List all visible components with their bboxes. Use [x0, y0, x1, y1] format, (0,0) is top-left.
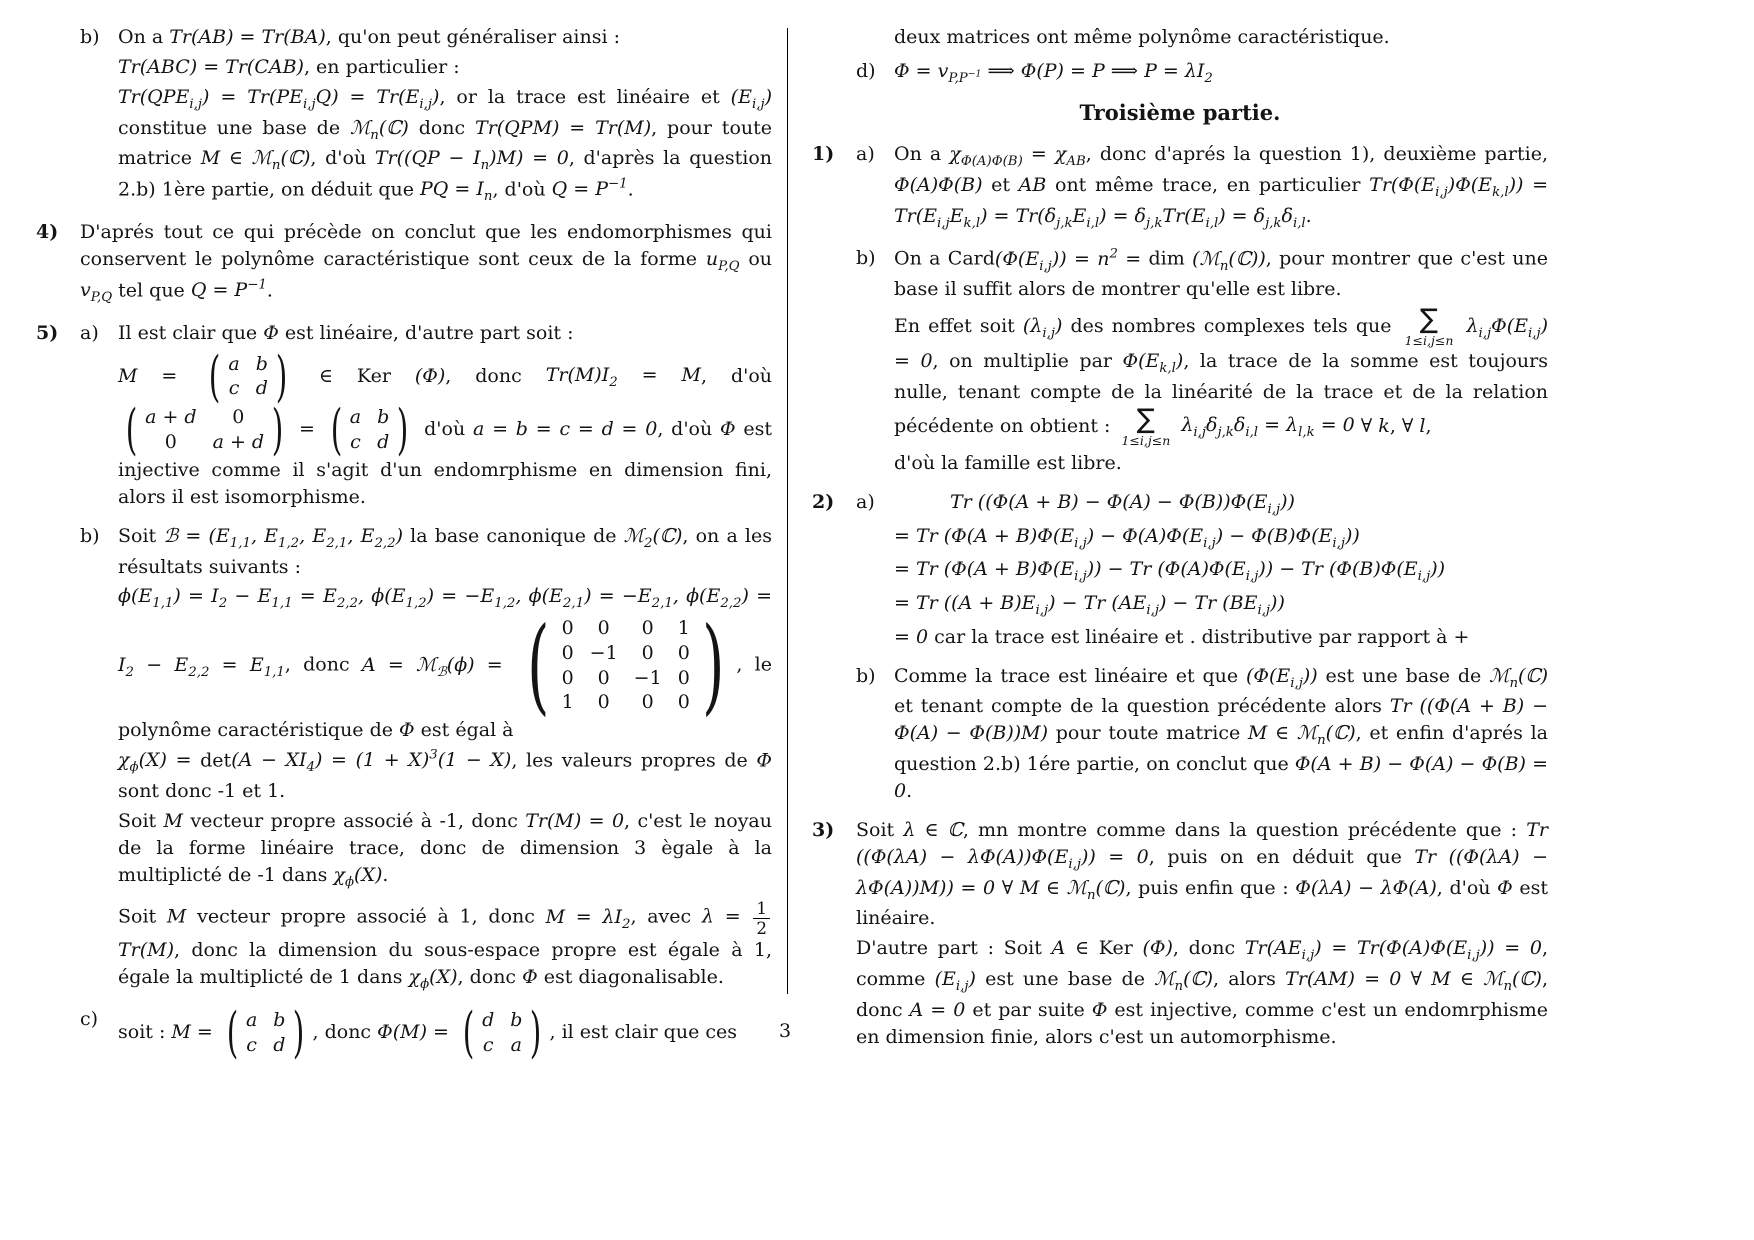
matrix-cell: d [377, 431, 390, 454]
item-body [118, 24, 772, 210]
item-label: a) [856, 143, 875, 166]
item-label: 4) [36, 220, 59, 243]
matrix-paren-left: ( [462, 1001, 475, 1065]
matrix-paren-left: ( [209, 344, 221, 408]
paragraph: deux matrices ont même polynôme caractéristique. [894, 26, 1390, 48]
matrix-cell: 0 [641, 641, 654, 664]
matrix-cell: d [482, 1009, 495, 1032]
matrix-cell: 0 [561, 617, 574, 640]
matrix-paren-right: ) [701, 603, 725, 726]
paragraph: soit : M = ( a b c d ) , donc Φ(M) = ( d b c a ) , il est clair que ces [118, 1001, 738, 1065]
continuation-paragraph [812, 24, 1548, 54]
paragraph: d'où la famille est libre. [894, 452, 1122, 475]
matrix-cell: 0 [677, 666, 690, 689]
paragraph: D'autre part : Soit A ∈ Ker (Φ), donc $Tr(AE_{i,j}) = Tr(\Phi(A)\Phi(E_{i,j})) = 0$, comme $(E_{i,j})$ est une base de ℳ$_n$(ℂ), alors Tr(AM) = 0 ∀ M ∈ ℳ$_n$(ℂ), donc A = 0 et par suite Φ est injective, comme c'est un endomrphisme en dimension finie, alors c'est un automorphisme. [856, 937, 1549, 1048]
matrix [121, 398, 288, 462]
matrix-cell: 0 [597, 666, 610, 689]
matrix-cell: d [255, 377, 268, 400]
item-label: a) [856, 491, 875, 514]
paragraph: Soit ℬ = ($E_{1,1}$, $E_{1,2}$, $E_{2,1}$, $E_{2,2}$) la base canonique de ℳ$_2$(ℂ), on a les résultats suivants : [118, 524, 772, 578]
matrix-cell: 0 [597, 691, 610, 714]
matrix-cell: 0 [597, 617, 610, 640]
item-body [894, 24, 1548, 54]
matrix-cell: 0 [232, 406, 245, 429]
matrix-cell: c [482, 1034, 494, 1057]
paragraph: Comme la trace est linéaire et que $(\Phi(E_{i,j}))$ est une base de ℳ$_n$(ℂ) et tenant compte de la question précédente alors Tr ((Φ(A + B) − Φ(A) − Φ(B))M) pour toute matrice M ∈ ℳ$_n$(ℂ), et enfin d'aprés la question 2.b) 1ére partie, on conclut que Φ(A + B) − Φ(A) − Φ(B) = 0. [894, 664, 1548, 802]
matrix-paren-left: ( [125, 398, 138, 462]
paragraph: En effet soit $(\lambda_{i,j})$ des nombres complexes tels que ∑ 1≤i,j≤n $\lambda_{i,j}\Phi(E_{i,j}) = 0$, on multiplie par $\Phi(E_{k,l})$, la trace de la somme est toujours nulle, tenant compte de la linéarité de la trace et de la relation pécédente on obtient : ∑ 1≤i,j≤n $\lambda_{i,j}\delta_{j,k}\delta_{i,l} = \lambda_{l,k} = 0$ ∀ k, ∀ l, [894, 304, 1549, 448]
matrix-cell: 0 [677, 641, 690, 664]
item-1a [812, 141, 1548, 236]
item-body [894, 245, 1548, 480]
item-body [894, 663, 1548, 808]
item-label: d) [856, 59, 876, 82]
page-number: 3 [778, 1020, 792, 1042]
matrix-cell: 0 [561, 666, 574, 689]
matrix-cell: c [246, 1034, 257, 1057]
matrix-cell: 0 [677, 691, 690, 714]
paragraph: Soit M vecteur propre associé à 1, donc $M = \lambda I_2$, avec λ = $\frac{1}{2}$ Tr(M), donc la dimension du sous-espace propre est égale à 1, égale la multiplicté de 1 dans $\chi_\phi(X)$, donc Φ est diagonalisable. [118, 898, 772, 992]
item-label: b) [80, 524, 100, 547]
matrix-cell: c [228, 377, 240, 400]
equation-line: = Tr $(\Phi(A + B)\Phi(E_{i,j}) - \Phi(A)\Phi(E_{i,j}) - \Phi(B)\Phi(E_{i,j}))$ [894, 524, 1360, 551]
matrix-cell: d [273, 1034, 286, 1057]
equation-line: Tr $((\Phi(A + B) - \Phi(A) - \Phi(B))\Phi(E_{i,j}))$ [950, 491, 1295, 517]
matrix-cell: b [510, 1009, 523, 1032]
matrix-cell: a [245, 1009, 258, 1032]
item-label: b) [80, 26, 100, 48]
matrix-cell: −1 [633, 666, 662, 689]
matrix-cell: 0 [164, 431, 177, 454]
fraction: $\frac{1}{2}$ [753, 899, 770, 936]
item-2a [812, 489, 1548, 654]
item-label: a) [80, 321, 99, 344]
matrix-cell: a [510, 1034, 522, 1057]
item-body [894, 141, 1548, 236]
item-5a [36, 320, 772, 514]
left-column [36, 24, 772, 1072]
equation-block [894, 489, 1548, 654]
item-label: c) [80, 1008, 99, 1031]
matrix-cell: −1 [589, 641, 618, 664]
matrix-paren-left: ( [226, 1001, 239, 1065]
matrix-paren-left: ( [527, 603, 550, 726]
item-label: 3) [812, 818, 835, 841]
matrix [326, 398, 414, 462]
matrix-cell: 0 [561, 641, 574, 664]
paragraph: Soit λ ∈ ℂ, mn montre comme dans la question précédente que : Tr $((\Phi(\lambda A) - \lambda\Phi(A))\Phi(E_{i,j})) = 0$, puis on en déduit que Tr ((Φ(λA) − λΦ(A))M)) = 0 ∀ M ∈ ℳ$_n$(ℂ), puis enfin que : Φ(λA) − λΦ(A), d'où Φ est linéaire. [856, 818, 1549, 930]
paragraph: M = ( a b c d ) ∈ Ker (Φ), donc $Tr(M)I_2 = M$, d'où ( a + d 0 0 a + d ) = ( a b c d ) d'où a = b = c = d = 0, d'où Φ est injective comme il s'agit d'un endomrphisme en dimension fini, alors il est isomorphisme. [118, 344, 773, 508]
matrix-cell: a [228, 352, 240, 375]
matrix [204, 344, 292, 408]
equation-line: = Tr $((A + B)E_{i,j}) - Tr$ $(AE_{i,j}) - Tr$ $(BE_{i,j})$) [894, 592, 1285, 618]
matrix-paren-right: ) [271, 398, 284, 462]
paragraph: Il est clair que Φ est linéaire, d'autre part soit : [118, 321, 574, 344]
paragraph: D'aprés tout ce qui précède on conclut que les endomorphismes qui conservent le polynôme caractéristique sont ceux de la forme $u_{P,Q}$ ou $v_{P,Q}$ tel que $Q = P^{-1}$. [80, 220, 772, 305]
item-5b [36, 523, 772, 997]
paragraph: $\Phi = v_{P,P^{-1}}$ ⟹ Φ(P) = P ⟹ $P = \lambda I_2$ [894, 59, 1213, 86]
paragraph: $\phi(E_{1,1}) = I_2 - E_{1,1} = E_{2,2}$, $\phi(E_{1,2}) = -E_{1,2}$, $\phi(E_{2,1}) = -E_{2,1}$, $\phi(E_{2,2}) = I_2 - E_{2,2} = E_{1,1}$, donc A = ℳ$_ℬ$(ϕ) = ( 0 0 0 1 0 −1 0 0 0 0 −1 0 1 0 0 0 ) , le polynôme caractéristique de Φ est égal à [118, 585, 773, 741]
item-label: 2) [812, 491, 835, 514]
item-label: 1) [812, 143, 835, 166]
item-body [118, 523, 772, 997]
item-body [80, 219, 772, 311]
item-b [36, 24, 772, 210]
item-body [118, 320, 772, 514]
matrix-cell: a + d [145, 406, 197, 429]
sum-operator: ∑ 1≤i,j≤n [1121, 403, 1171, 448]
right-column [812, 24, 1548, 1063]
sum-operator: ∑ 1≤i,j≤n [1404, 304, 1454, 349]
paragraph: On a $Card(\Phi(E_{i,j})) = n^2$ = dim (ℳ$_n$(ℂ)), pour montrer que c'est une base il suffit alors de montrer qu'elle est libre. [894, 246, 1548, 301]
item-1b [812, 245, 1548, 480]
item-d [812, 58, 1548, 92]
column-divider [787, 28, 788, 994]
matrix-cell: b [377, 406, 390, 429]
matrix-cell: b [273, 1009, 286, 1032]
equation-line: = 0 car la trace est linéaire et . distributive par rapport à + [894, 625, 1470, 648]
matrix-cell: b [255, 352, 268, 375]
matrix-paren-right: ) [530, 1001, 542, 1065]
paragraph: On a Tr(AB) = Tr(BA), qu'on peut généraliser ainsi : [118, 26, 620, 48]
matrix-paren-left: ( [330, 398, 343, 462]
item-label: 5) [36, 321, 59, 344]
equation-line: = Tr $(\Phi(A + B)\Phi(E_{i,j})) - Tr$ $(\Phi(A)\Phi(E_{i,j})) - Tr$ $(\Phi(B)\Phi(E_{i,j}))$ [894, 558, 1446, 585]
matrix-cell: c [350, 431, 361, 454]
item-body [894, 58, 1548, 92]
paragraph: Tr(ABC) = Tr(CAB), en particulier : [118, 55, 460, 78]
matrix-paren-right: ) [396, 398, 409, 462]
matrix-cell: 0 [641, 691, 654, 714]
paragraph: $Tr(QPE_{i,j}) = Tr(PE_{i,j}Q) = Tr(E_{i,j})$, or la trace est linéaire et $(E_{i,j})$ constitue une base de ℳ$_n$(ℂ) donc Tr(QPM) = Tr(M), pour toute matrice M ∈ ℳ$_n$(ℂ), d'où $Tr((QP - I_n)M) = 0$, d'après la question 2.b) 1ère partie, on déduit que PQ = $I_n$, d'où $Q = P^{-1}$. [118, 85, 773, 205]
matrix [518, 603, 733, 726]
item-2b [812, 663, 1548, 808]
matrix-paren-right: ) [293, 1001, 305, 1065]
matrix-cell: a [349, 406, 362, 429]
section-heading: Troisième partie. [1079, 99, 1281, 125]
paragraph: $\chi_\phi(X) = \det(A - XI_4) = (1 + X)^3(1 - X)$, les valeurs propres de Φ sont donc -1 et 1. [118, 747, 772, 802]
paragraph: Soit M vecteur propre associé à -1, donc Tr(M) = 0, c'est le noyau de la forme linéaire trace, donc de dimension 3 ègale à la multiplicté de -1 dans $\chi_\phi(X)$. [118, 809, 772, 890]
item-4 [36, 219, 772, 311]
matrix-paren-right: ) [275, 344, 288, 408]
matrix-cell: 1 [561, 691, 574, 714]
matrix-cell: 1 [677, 617, 690, 640]
paragraph: On a $\chi_{\Phi(A)\Phi(B)} = \chi_{AB}$, donc d'aprés la question 1), deuxième partie, Φ(A)Φ(B) et AB ont même trace, en particulier $Tr(\Phi(E_{i,j})\Phi(E_{k,l})) = Tr(E_{i,j}E_{k,l}) = Tr(\delta_{j,k}E_{i,l}) = \delta_{j,k}Tr(E_{i,l}) = \delta_{j,k}\delta_{i,l}$. [894, 143, 1548, 231]
matrix-cell: 0 [641, 617, 654, 640]
item-label: b) [856, 247, 876, 270]
matrix-cell: a + d [212, 431, 265, 454]
item-label: b) [856, 664, 876, 687]
